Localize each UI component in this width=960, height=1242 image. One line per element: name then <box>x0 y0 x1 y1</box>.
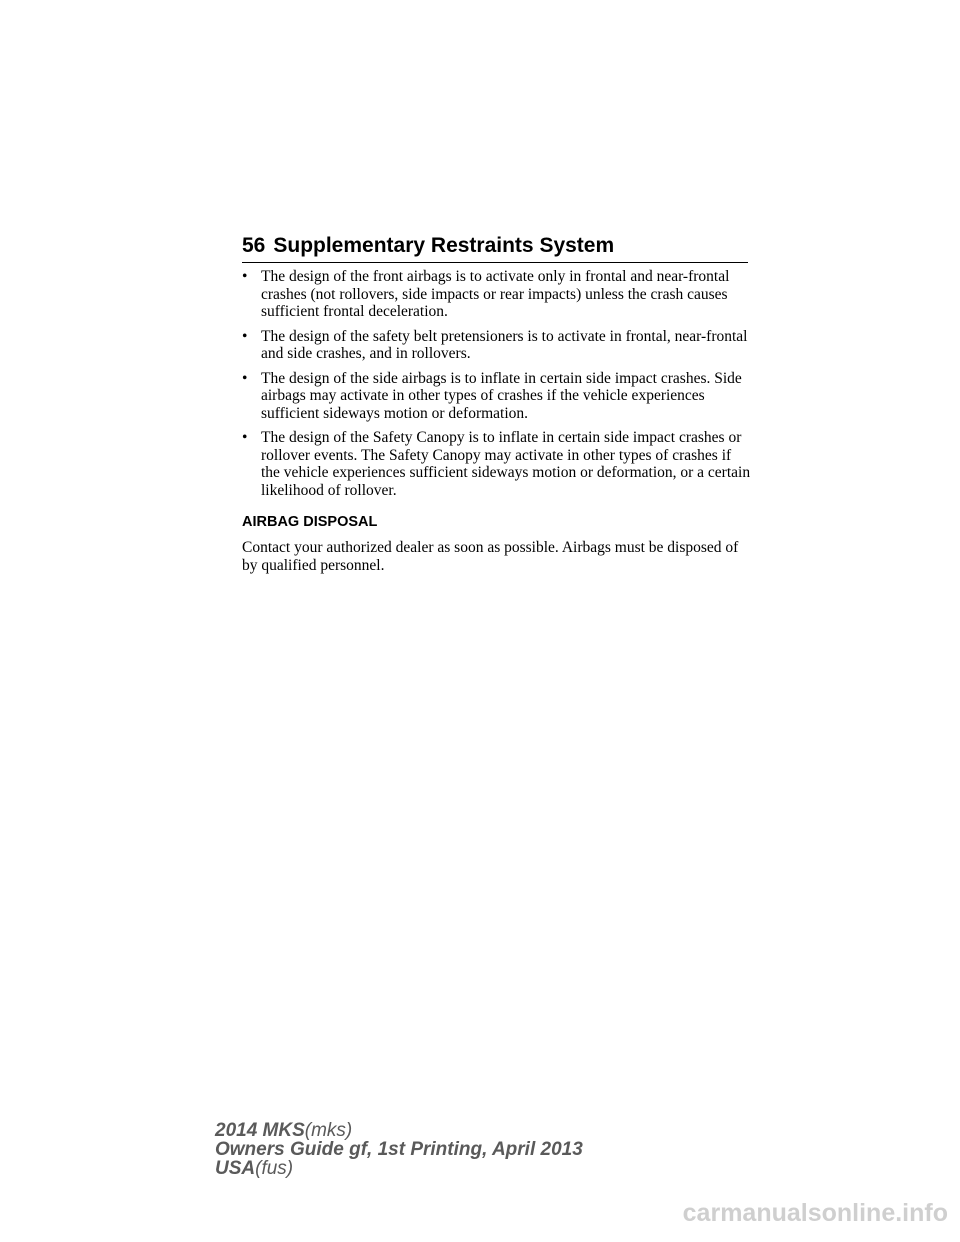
print-footer <box>215 1121 583 1178</box>
section-paragraph: Contact your authorized dealer as soon as possible. Airbags must be disposed of by qualified personnel. <box>242 539 739 574</box>
bullet-list <box>242 268 752 499</box>
bullet-text: The design of the front airbags is to activate only in frontal and near-frontal crashes (not rollovers, side impacts or rear impacts) unless the crash causes sufficient frontal deceleration. <box>261 268 730 320</box>
footer-market-code: (fus) <box>255 1158 294 1179</box>
bullet-text: The design of the Safety Canopy is to inflate in certain side impact crashes or rollover events. The Safety Canopy may activate in other types of crashes if the vehicle experiences sufficient sideways motion or deformation, or a certain likelihood of rollover. <box>261 429 751 499</box>
watermark: carmanualsonline.info <box>682 1199 948 1227</box>
bullet-item <box>242 328 752 363</box>
section-heading: AIRBAG DISPOSAL <box>242 514 378 530</box>
bullet-text: The design of the safety belt pretensioners is to activate in frontal, near-frontal and side crashes, and in rollovers. <box>261 327 748 362</box>
bullet-mark: • <box>242 327 248 345</box>
bullet-item <box>242 268 752 321</box>
bullet-mark: • <box>242 429 248 446</box>
footer-model-code: (mks) <box>304 1120 353 1141</box>
footer-model: 2014 MKS <box>215 1120 305 1141</box>
page-header <box>242 230 748 263</box>
bullet-text: The design of the side airbags is to inflate in certain side impact crashes. Side airbags may activate in other types of crashes if the vehicle experiences sufficient sideways motion or deformation. <box>261 369 742 422</box>
bullet-item <box>242 429 752 499</box>
footer-market: USA <box>215 1158 256 1179</box>
footer-line-model <box>215 1121 583 1140</box>
page-number: 56 <box>242 234 266 257</box>
page-content <box>242 268 752 574</box>
bullet-item <box>242 370 752 423</box>
footer-line-printing: Owners Guide gf, 1st Printing, April 2013 <box>215 1139 583 1160</box>
chapter-title: Supplementary Restraints System <box>273 234 615 257</box>
footer-line-market <box>215 1159 583 1178</box>
bullet-mark: • <box>242 268 248 285</box>
bullet-mark: • <box>242 369 248 387</box>
